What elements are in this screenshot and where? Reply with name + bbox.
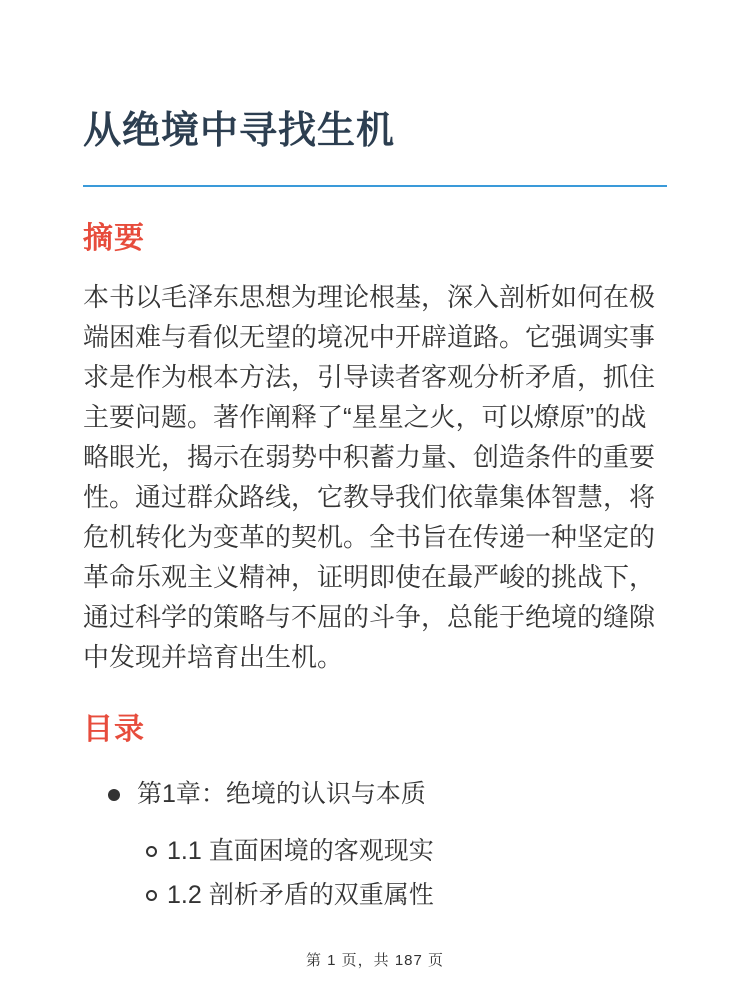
toc-list [83,778,667,912]
circle-bullet-icon [146,846,157,857]
abstract-heading: 摘要 [83,221,145,255]
toc-subsection-item [83,835,667,868]
disc-bullet-icon [108,789,120,801]
toc-heading: 目录 [83,713,145,746]
toc-sub-list [83,835,667,912]
toc-subsection-label: 1.1 直面困境的客观现实 [167,836,434,865]
page-number: 第 1 页，共 187 页 [305,952,445,969]
circle-bullet-icon [146,890,157,901]
toc-subsection-item [83,879,667,912]
title-divider [83,185,667,187]
toc-subsection-label: 1.2 剖析矛盾的双重属性 [167,880,434,909]
toc-chapter-label: 第1章：绝境的认识与本质 [137,779,426,808]
toc-chapter-item [83,778,667,811]
abstract-body: 本书以毛泽东思想为理论根基，深入剖析如何在极端困难与看似无望的境况中开辟道路。它强调实事求是作为根本方法，引导读者客观分析矛盾，抓住主要问题。著作阐释了“星星之火，可以燎原”的战略眼光，揭示在弱势中积蓄力量、创造条件的重要性。通过群众路线，它教导我们依靠集体智慧，将危机转化为变革的契机。全书旨在传递一种坚定的革命乐观主义精神，证明即使在最严峻的挑战下，通过科学的策略与不屈的斗争，总能于绝境的缝隙中发现并培育出生机。 [83,282,656,672]
toc-chapter-subsections [83,835,667,912]
page-title: 从绝境中寻找生机 [83,110,396,152]
